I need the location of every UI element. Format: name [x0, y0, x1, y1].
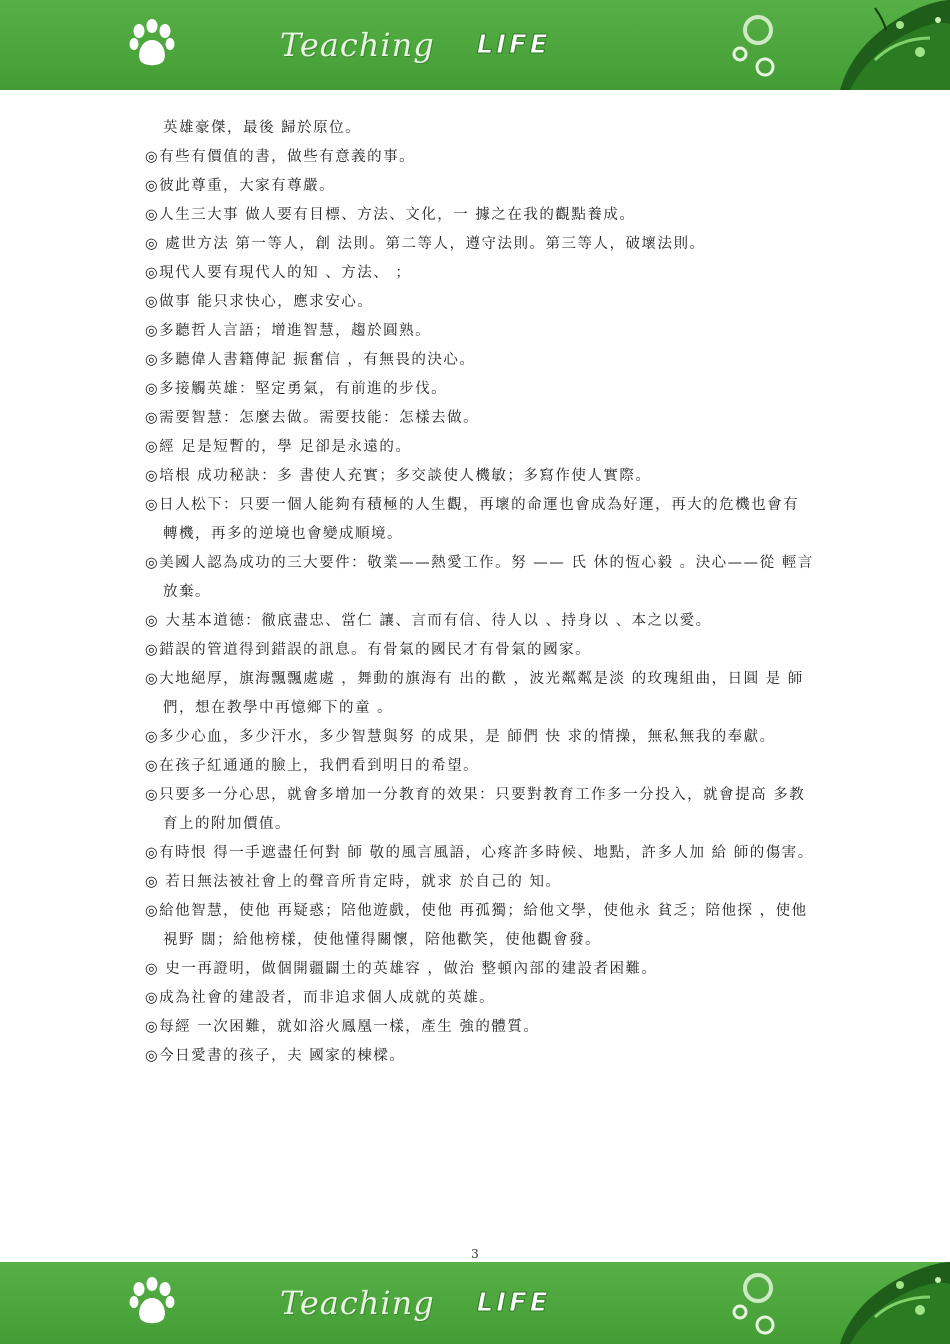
header-band	[0, 0, 950, 90]
paragraph: ◎經 足是短暫的，學 足卻是永遠的。	[145, 439, 412, 455]
bubbles-icon	[728, 10, 788, 82]
paragraph: 英雄豪傑，最後 歸於原位。	[163, 120, 362, 136]
paragraph: ◎多少心血，多少汗水，多少智慧與努 的成果，是 師們 快 求的情操，無私無我的奉獻。	[145, 729, 776, 745]
paragraph: ◎現代人要有現代人的知 、方法、 ；	[145, 265, 412, 281]
paragraph: ◎ 大基本道德：徹底盡忠、當仁 讓、言而有信、待人以 、持身以 、本之以愛。	[145, 613, 712, 629]
page-number: 3	[471, 1247, 479, 1261]
paragraph: ◎今日愛書的孩子，夫 國家的棟樑。	[145, 1048, 406, 1064]
brand-teaching: Teaching	[280, 1284, 435, 1322]
brand-teaching: Teaching	[280, 26, 435, 64]
footer-brand-logo	[280, 1278, 551, 1328]
bubbles-icon	[728, 1268, 788, 1340]
paragraph: ◎培根 成功秘訣：多 書使人充實；多交談使人機敏；多寫作使人實際。	[145, 468, 652, 484]
brand-logo	[280, 20, 551, 70]
butterfly-icon	[780, 0, 950, 90]
paragraph: ◎在孩子紅通通的臉上，我們看到明日的希望。	[145, 758, 480, 774]
brand-life: LIFE	[476, 30, 551, 60]
paragraph: ◎給他智慧，使他 再疑惑；陪他遊戲，使他 再孤獨；給他文學，使他永 貧乏；陪他探 ，使他視野 闊；給他榜樣，使他懂得關懷，陪他歡笑，使他觀會發。	[145, 903, 808, 948]
paragraph: ◎日人松下：只要一個人能夠有積極的人生觀，再壞的命運也會成為好運，再大的危機也會有轉機，再多的逆境也會變成順境。	[145, 497, 800, 542]
paragraph: ◎每經 一次困難，就如浴火鳳凰一樣，產生 強的體質。	[145, 1019, 540, 1035]
paragraph: ◎多接觸英雄：堅定勇氣，有前進的步伐。	[145, 381, 448, 397]
paragraph: ◎有時恨 得一手遮盡任何對 師 敬的風言風語，心疼許多時候、地點，許多人加 給 師的傷害。	[145, 845, 814, 861]
paragraph: ◎做事 能只求快心，應求安心。	[145, 294, 374, 310]
paragraph: ◎大地絕厚，旗海飄飄處處 ，舞動的旗海有 出的歡 ，波光粼粼是淡 的玫瑰組曲，日圓 是 師們，想在教學中再憶鄉下的童 。	[145, 671, 804, 716]
paragraph: ◎成為社會的建設者，而非追求個人成就的英雄。	[145, 990, 496, 1006]
paragraph: ◎ 處世方法 第一等人，創 法則。第二等人，遵守法則。第三等人，破壞法則。	[145, 236, 706, 252]
brand-life: LIFE	[476, 1288, 551, 1318]
paragraph: ◎多聽哲人言語；增進智慧，趨於圓熟。	[145, 323, 432, 339]
paragraph: ◎ 史一再證明，做個開疆闢土的英雄容 ，做治 整頓內部的建設者困難。	[145, 961, 658, 977]
paw-print-icon	[128, 18, 178, 70]
paw-print-icon	[128, 1276, 178, 1328]
document-body	[145, 114, 815, 1071]
paragraph: ◎需要智慧：怎麼去做。需要技能：怎樣去做。	[145, 410, 480, 426]
paragraph: ◎ 若日無法被社會上的聲音所肯定時，就求 於自己的 知。	[145, 874, 562, 890]
paragraph: ◎只要多一分心思，就會多增加一分教育的效果：只要對教育工作多一分投入，就會提高 多教育上的附加價值。	[145, 787, 806, 832]
paragraph: ◎錯誤的管道得到錯誤的訊息。有骨氣的國民才有骨氣的國家。	[145, 642, 592, 658]
butterfly-icon	[780, 1262, 950, 1344]
paragraph: ◎美國人認為成功的三大要件：敬業——熱愛工作。努 —— 氏 休的恆心毅 。決心——從 輕言 放棄。	[145, 555, 814, 600]
paragraph: ◎彼此尊重，大家有尊嚴。	[145, 178, 336, 194]
paragraph: ◎有些有價值的書，做些有意義的事。	[145, 149, 416, 165]
paragraph: ◎人生三大事 做人要有目標、方法、文化，一 據之在我的觀點養成。	[145, 207, 636, 223]
paragraph: ◎多聽偉人書籍傳記 振奮信 ，有無畏的決心。	[145, 352, 476, 368]
footer-band	[0, 1262, 950, 1344]
